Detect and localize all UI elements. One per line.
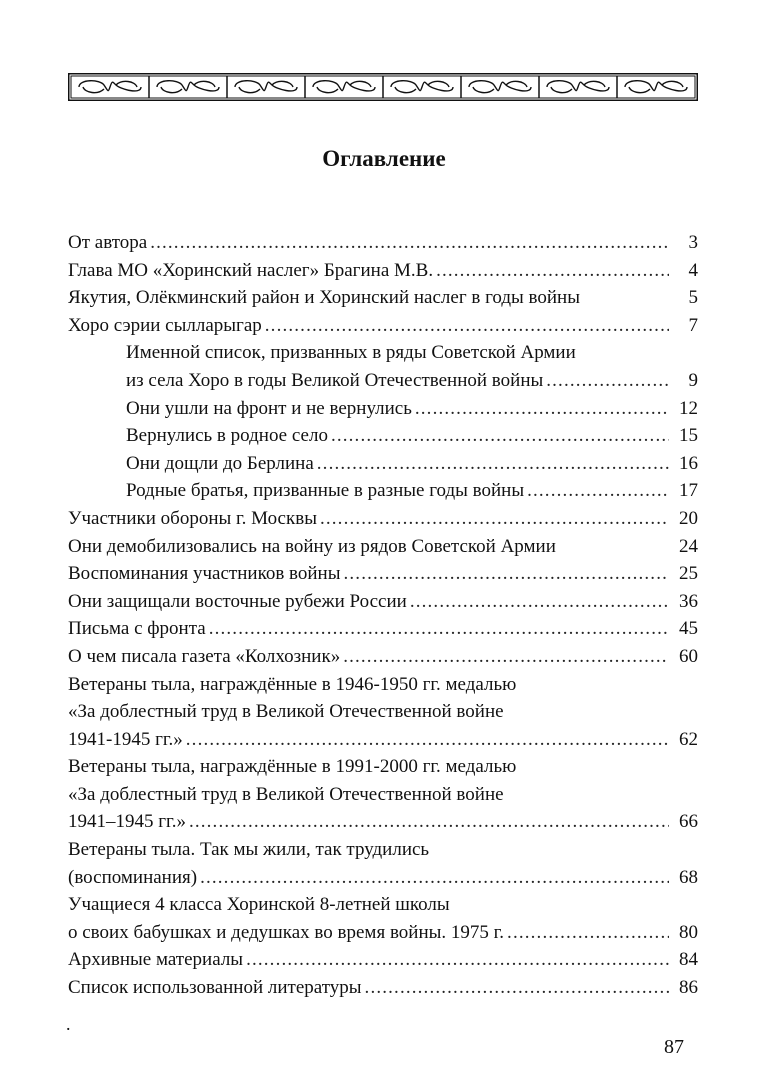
toc-entry-title: о своих бабушках и дедушках во время войны. 1975 г. — [68, 921, 505, 943]
toc-entry-title: Глава МО «Хоринский наслег» Брагина М.В. — [68, 259, 434, 281]
stray-mark: . — [66, 1014, 71, 1034]
toc-entry-title: (воспоминания) — [68, 866, 198, 888]
toc-entry — [68, 395, 698, 423]
table-of-contents — [68, 229, 698, 1002]
toc-entry-title: Хоро сэрии сылларыгар — [68, 314, 262, 336]
ornament-scroll-icon — [625, 81, 687, 93]
toc-entry — [68, 505, 698, 533]
dot-leader — [246, 946, 669, 974]
toc-entry-page: 36 — [679, 590, 698, 612]
dot-leader — [343, 643, 669, 671]
toc-entry-title: Учащиеся 4 класса Хоринской 8-летней школы — [68, 894, 450, 916]
dot-leader — [209, 615, 669, 643]
toc-entry-page: 25 — [679, 563, 698, 585]
toc-entry-title: Они дощли до Берлина — [126, 452, 314, 474]
dot-leader — [186, 726, 669, 754]
toc-entry-title: Список использованной литературы — [68, 977, 362, 999]
ornament-scroll-icon — [391, 81, 453, 93]
toc-entry-page: 4 — [688, 259, 698, 281]
toc-entry-page: 15 — [679, 425, 698, 447]
toc-entry-page: 86 — [679, 977, 698, 999]
dot-leader — [200, 864, 669, 892]
toc-entry — [68, 726, 698, 754]
toc-entry-page: 84 — [679, 949, 698, 971]
toc-entry — [68, 615, 698, 643]
dot-leader — [546, 367, 669, 395]
toc-entry-title: «За доблестный труд в Великой Отечественной войне — [68, 701, 504, 723]
toc-entry — [68, 588, 698, 616]
toc-entry — [68, 974, 698, 1002]
toc-entry — [68, 753, 698, 781]
toc-entry-title: Вернулись в родное село — [126, 425, 328, 447]
dot-leader — [410, 588, 669, 616]
toc-entry-title: Архивные материалы — [68, 949, 244, 971]
dot-leader — [507, 919, 669, 947]
toc-entry-title: 1941-1945 гг.» — [68, 728, 183, 750]
toc-entry-page: 24 — [679, 535, 698, 557]
toc-entry-title: Именной список, призванных в ряды Советской Армии — [126, 342, 576, 364]
toc-entry-title: 1941–1945 гг.» — [68, 811, 186, 833]
toc-entry — [68, 781, 698, 809]
ornament-scroll-icon — [469, 81, 531, 93]
toc-entry-title: Они защищали восточные рубежи России — [68, 590, 407, 612]
dot-leader — [150, 229, 669, 257]
toc-entry-page: 7 — [688, 314, 698, 336]
toc-entry-page: 17 — [679, 480, 698, 502]
toc-entry — [68, 533, 698, 561]
dot-leader — [436, 257, 669, 285]
toc-entry — [68, 284, 698, 312]
toc-entry-page: 60 — [679, 645, 698, 667]
dot-leader — [320, 505, 669, 533]
ornament-scroll-icon — [235, 81, 297, 93]
toc-entry-title: Письма с фронта — [68, 618, 206, 640]
toc-entry-title: Ветераны тыла, награждённые в 1946-1950 гг. медалью — [68, 673, 517, 695]
toc-entry — [68, 946, 698, 974]
dot-leader — [265, 312, 669, 340]
ornament-scroll-icon — [547, 81, 609, 93]
dot-leader — [317, 450, 669, 478]
toc-entry — [68, 864, 698, 892]
dot-leader — [331, 422, 669, 450]
toc-entry — [68, 671, 698, 699]
ornament-scroll-icon — [79, 81, 141, 93]
toc-entry-page: 62 — [679, 728, 698, 750]
toc-entry-title: Родные братья, призванные в разные годы войны — [126, 480, 525, 502]
toc-entry — [68, 698, 698, 726]
toc-entry-page: 68 — [679, 866, 698, 888]
toc-entry — [68, 450, 698, 478]
toc-entry — [68, 808, 698, 836]
dot-leader — [527, 477, 669, 505]
toc-entry-title: О чем писала газета «Колхозник» — [68, 645, 341, 667]
ornament-scroll-icon — [157, 81, 219, 93]
toc-entry — [68, 367, 698, 395]
toc-entry-page: 9 — [688, 369, 698, 391]
toc-entry-title: От автора — [68, 232, 148, 253]
toc-entry-title: «За доблестный труд в Великой Отечественной войне — [68, 783, 504, 805]
toc-entry-title: Участники обороны г. Москвы — [68, 507, 317, 529]
dot-leader — [344, 560, 670, 588]
toc-entry — [68, 312, 698, 340]
toc-entry — [68, 422, 698, 450]
toc-entry-page: 20 — [679, 507, 698, 529]
toc-entry-page: 80 — [679, 921, 698, 943]
toc-entry — [68, 560, 698, 588]
toc-entry — [68, 643, 698, 671]
toc-entry-title: Ветераны тыла, награждённые в 1991-2000 гг. медалью — [68, 756, 517, 778]
toc-entry-page: 66 — [679, 811, 698, 833]
dot-leader — [415, 395, 669, 423]
dot-leader — [365, 974, 669, 1002]
toc-entry-title: Якутия, Олёкминский район и Хоринский наслег в годы войны — [68, 287, 580, 309]
toc-entry-title: Ветераны тыла. Так мы жили, так трудились — [68, 839, 430, 861]
toc-entry — [68, 339, 698, 367]
toc-entry-title: из села Хоро в годы Великой Отечественной войны — [126, 369, 544, 391]
toc-entry-title: Воспоминания участников войны — [68, 563, 341, 585]
toc-entry-page: 45 — [679, 618, 698, 640]
toc-entry — [68, 477, 698, 505]
toc-entry — [68, 229, 698, 257]
toc-entry-page: 5 — [688, 287, 698, 309]
toc-entry-page: 12 — [679, 397, 698, 419]
toc-entry-page: 3 — [688, 232, 698, 253]
toc-entry — [68, 919, 698, 947]
page-title: Оглавление — [322, 146, 446, 171]
ornament-scroll-icon — [313, 81, 375, 93]
decorative-border-ornament — [68, 73, 698, 101]
toc-entry — [68, 836, 698, 864]
toc-entry-page: 16 — [679, 452, 698, 474]
toc-entry — [68, 257, 698, 285]
dot-leader — [189, 808, 669, 836]
toc-entry — [68, 891, 698, 919]
toc-entry-title: Они ушли на фронт и не вернулись — [126, 397, 412, 419]
toc-entry-title: Они демобилизовались на войну из рядов Советской Армии — [68, 535, 556, 557]
page-number: 87 — [664, 1036, 684, 1058]
